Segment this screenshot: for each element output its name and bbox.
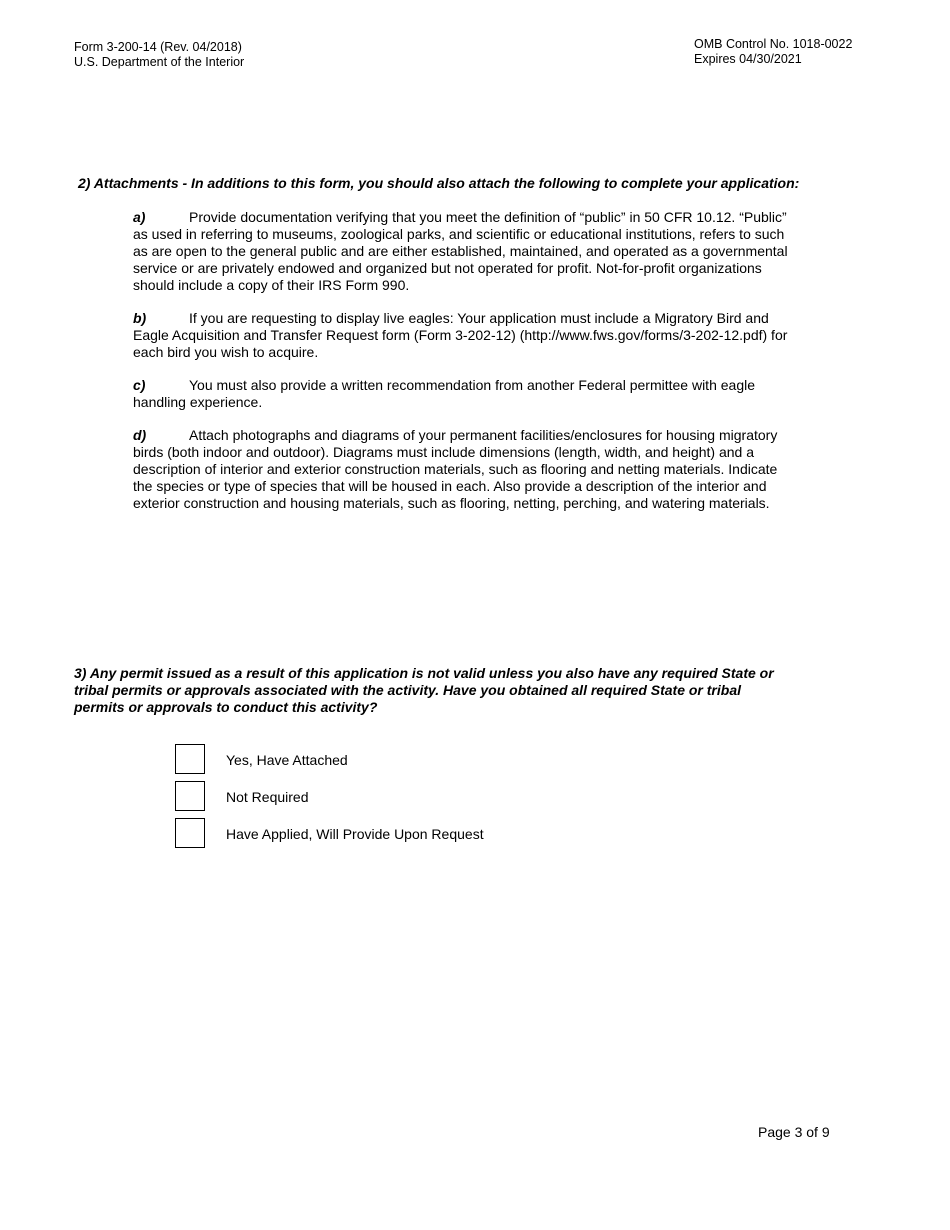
- omb-control-number: OMB Control No. 1018-0022: [694, 37, 853, 51]
- item-letter: d): [133, 427, 147, 443]
- department-name: U.S. Department of the Interior: [74, 55, 245, 69]
- option-label: Not Required: [226, 789, 309, 805]
- not-required-checkbox[interactable]: [175, 781, 205, 811]
- item-letter: b): [133, 310, 147, 326]
- option-have-applied: [175, 818, 575, 850]
- option-yes-have-attached: [175, 744, 575, 776]
- attachment-item-b: [133, 310, 793, 361]
- section-2-title: 2) Attachments - In additions to this form, you should also attach the following to complete your application:: [78, 175, 800, 191]
- form-header-right: [694, 37, 852, 67]
- attachments-list: [133, 209, 793, 528]
- item-text: You must also provide a written recommendation from another Federal permittee with eagle handling experience.: [133, 377, 755, 410]
- option-label: Yes, Have Attached: [226, 752, 348, 768]
- form-header-left: [74, 40, 244, 70]
- attachment-item-d: [133, 427, 793, 512]
- have-applied-checkbox[interactable]: [175, 818, 205, 848]
- item-text: Attach photographs and diagrams of your permanent facilities/enclosures for housing migratory birds (both indoor and outdoor). Diagrams must include dimensions (length, width, and height) and a description of interior and exterior construction materials, such as flooring and netting materials. Indicate the species or type of species that will be housed in each. Also provide a description of the interior and exterior construction and housing materials, such as flooring, netting, perching, and watering materials.: [133, 427, 778, 511]
- form-id: Form 3-200-14 (Rev. 04/2018): [74, 40, 242, 54]
- item-letter: c): [133, 377, 146, 393]
- item-letter: a): [133, 209, 146, 225]
- page-number: Page 3 of 9: [758, 1124, 830, 1140]
- attachment-item-a: [133, 209, 793, 294]
- section-3-question: 3) Any permit issued as a result of this application is not valid unless you also have any required State or tribal permits or approvals associated with the activity. Have you obtained all required State or tribal permits or approvals to conduct this activity?: [74, 665, 774, 715]
- item-text: If you are requesting to display live eagles: Your application must include a Migratory Bird and Eagle Acquisition and Transfer Request form (Form 3-202-12) (http://www.fws.gov/forms/3-202-12.pdf) for each bird you wish to acquire.: [133, 310, 788, 360]
- option-not-required: [175, 781, 575, 813]
- expiration-date: Expires 04/30/2021: [694, 52, 802, 66]
- option-label: Have Applied, Will Provide Upon Request: [226, 826, 484, 842]
- item-text: Provide documentation verifying that you meet the definition of “public” in 50 CFR 10.12. “Public” as used in referring to museums, zoological parks, and scientific or educational institutions, refers to such as are open to the general public and are either established, maintained, and operated as a governmental service or are privately endowed and organized but not operated for profit. Not-for-profit organizations should include a copy of their IRS Form 990.: [133, 209, 788, 293]
- yes-have-attached-checkbox[interactable]: [175, 744, 205, 774]
- attachment-item-c: [133, 377, 793, 411]
